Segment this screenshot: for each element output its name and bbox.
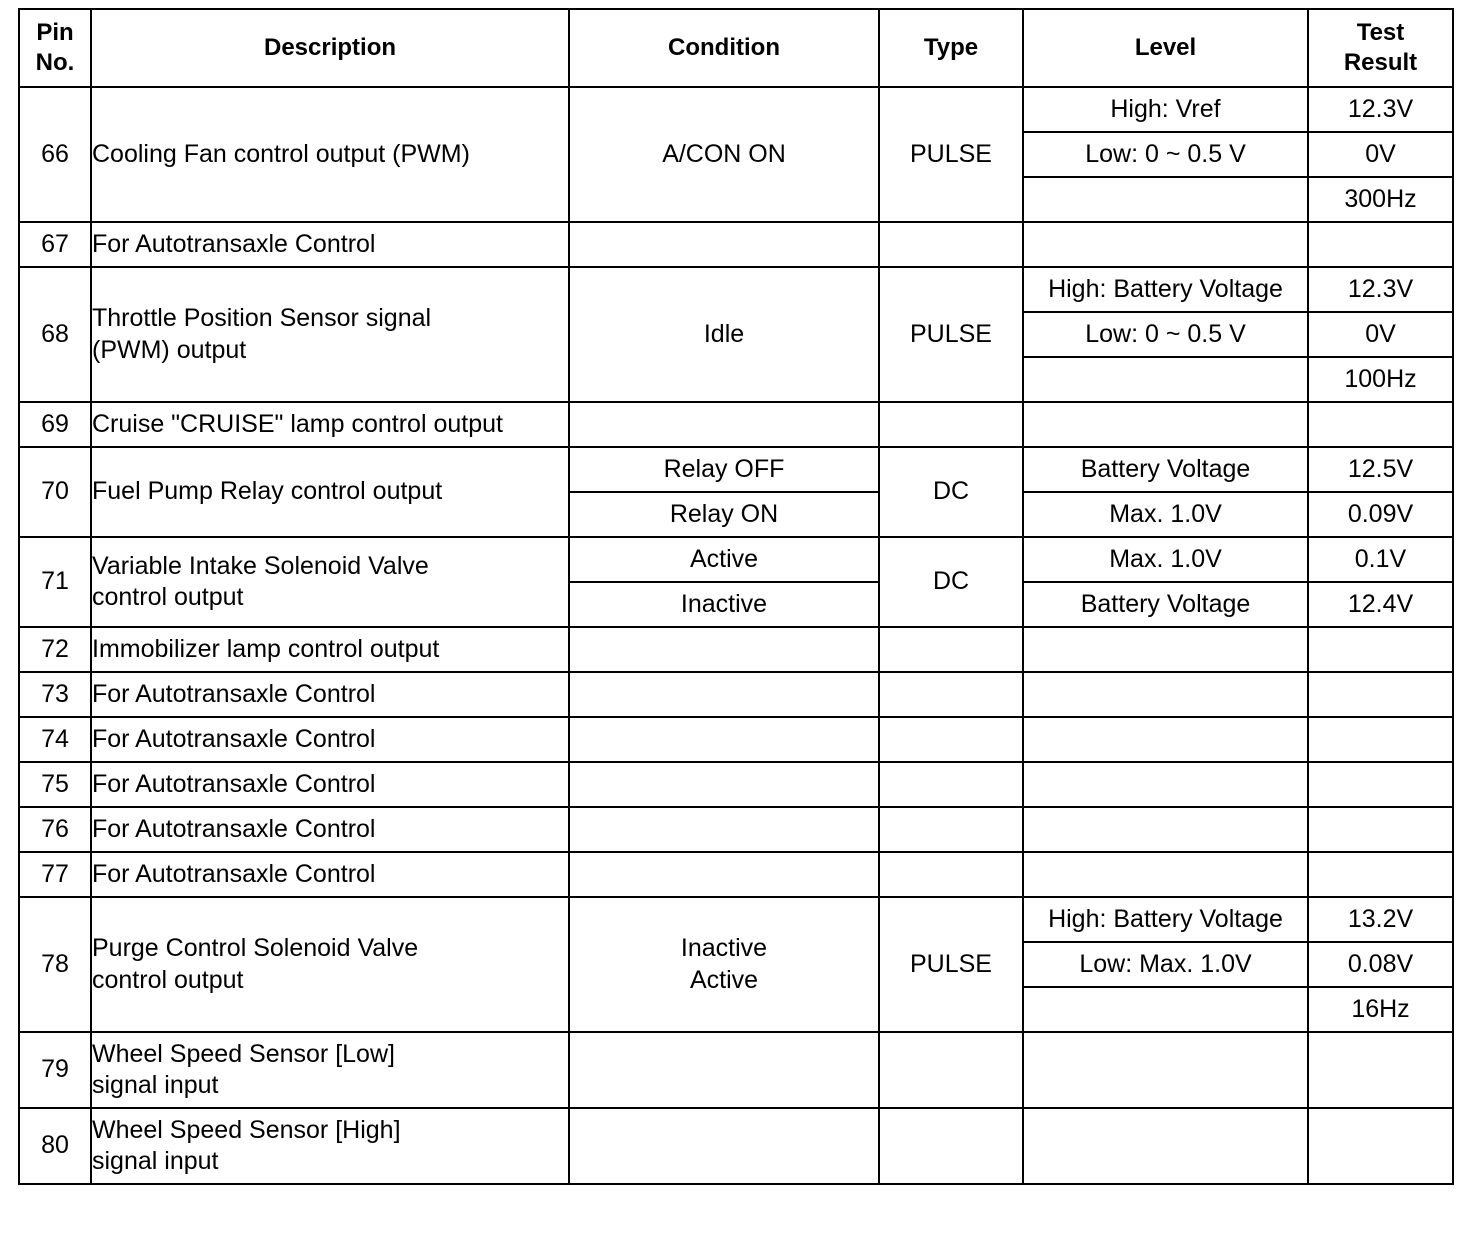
description-cell: For Autotransaxle Control bbox=[91, 807, 569, 852]
description-cell: Throttle Position Sensor signal (PWM) output bbox=[91, 267, 569, 402]
type-cell bbox=[879, 762, 1023, 807]
condition-cell bbox=[569, 807, 879, 852]
condition-cell bbox=[569, 852, 879, 897]
result-cell bbox=[1308, 1032, 1453, 1108]
condition-cell: A/CON ON bbox=[569, 87, 879, 222]
table-row bbox=[19, 87, 1453, 132]
table-row bbox=[19, 447, 1453, 492]
pin-number: 68 bbox=[19, 267, 91, 402]
table-row bbox=[19, 897, 1453, 942]
description-cell: Wheel Speed Sensor [Low] signal input bbox=[91, 1032, 569, 1108]
table-row bbox=[19, 672, 1453, 717]
level-cell bbox=[1023, 672, 1308, 717]
description-cell: For Autotransaxle Control bbox=[91, 222, 569, 267]
type-cell bbox=[879, 672, 1023, 717]
result-cell bbox=[1308, 807, 1453, 852]
table-row bbox=[19, 537, 1453, 582]
description-cell: Immobilizer lamp control output bbox=[91, 627, 569, 672]
pin-number: 70 bbox=[19, 447, 91, 537]
description-cell: Wheel Speed Sensor [High] signal input bbox=[91, 1108, 569, 1184]
level-cell bbox=[1023, 177, 1308, 222]
result-cell: 12.5V bbox=[1308, 447, 1453, 492]
condition-cell: Inactive Active bbox=[569, 897, 879, 1032]
result-cell: 0.08V bbox=[1308, 942, 1453, 987]
condition-cell bbox=[569, 1108, 879, 1184]
result-cell: 300Hz bbox=[1308, 177, 1453, 222]
result-cell bbox=[1308, 852, 1453, 897]
condition-cell: Active bbox=[569, 537, 879, 582]
type-cell: PULSE bbox=[879, 87, 1023, 222]
header-type: Type bbox=[879, 9, 1023, 87]
type-cell bbox=[879, 1032, 1023, 1108]
result-cell: 12.4V bbox=[1308, 582, 1453, 627]
type-cell bbox=[879, 402, 1023, 447]
header-condition: Condition bbox=[569, 9, 879, 87]
header-description: Description bbox=[91, 9, 569, 87]
table-row bbox=[19, 807, 1453, 852]
result-cell: 0V bbox=[1308, 312, 1453, 357]
table-row bbox=[19, 402, 1453, 447]
description-cell: For Autotransaxle Control bbox=[91, 717, 569, 762]
condition-cell: Inactive bbox=[569, 582, 879, 627]
pin-number: 75 bbox=[19, 762, 91, 807]
level-cell: Low: 0 ~ 0.5 V bbox=[1023, 312, 1308, 357]
pin-number: 67 bbox=[19, 222, 91, 267]
level-cell bbox=[1023, 987, 1308, 1032]
table-row bbox=[19, 717, 1453, 762]
pin-number: 80 bbox=[19, 1108, 91, 1184]
description-cell: For Autotransaxle Control bbox=[91, 852, 569, 897]
type-cell: DC bbox=[879, 537, 1023, 627]
level-cell: High: Battery Voltage bbox=[1023, 267, 1308, 312]
result-cell bbox=[1308, 672, 1453, 717]
result-cell: 100Hz bbox=[1308, 357, 1453, 402]
table-row bbox=[19, 222, 1453, 267]
type-cell bbox=[879, 807, 1023, 852]
result-cell bbox=[1308, 762, 1453, 807]
pin-number: 74 bbox=[19, 717, 91, 762]
level-cell: High: Vref bbox=[1023, 87, 1308, 132]
type-cell: PULSE bbox=[879, 267, 1023, 402]
level-cell bbox=[1023, 762, 1308, 807]
pin-number: 76 bbox=[19, 807, 91, 852]
level-cell: Max. 1.0V bbox=[1023, 537, 1308, 582]
table-row bbox=[19, 852, 1453, 897]
table-row bbox=[19, 627, 1453, 672]
condition-cell: Relay ON bbox=[569, 492, 879, 537]
condition-cell bbox=[569, 672, 879, 717]
pin-number: 69 bbox=[19, 402, 91, 447]
level-cell bbox=[1023, 357, 1308, 402]
condition-cell bbox=[569, 627, 879, 672]
level-cell bbox=[1023, 1108, 1308, 1184]
condition-cell bbox=[569, 402, 879, 447]
level-cell bbox=[1023, 852, 1308, 897]
header-row bbox=[19, 9, 1453, 87]
pin-number: 66 bbox=[19, 87, 91, 222]
result-cell: 0.1V bbox=[1308, 537, 1453, 582]
result-cell: 16Hz bbox=[1308, 987, 1453, 1032]
result-cell bbox=[1308, 1108, 1453, 1184]
header-pin-no: Pin No. bbox=[19, 9, 91, 87]
condition-cell: Idle bbox=[569, 267, 879, 402]
type-cell bbox=[879, 222, 1023, 267]
condition-cell bbox=[569, 762, 879, 807]
type-cell bbox=[879, 627, 1023, 672]
description-cell: Fuel Pump Relay control output bbox=[91, 447, 569, 537]
level-cell bbox=[1023, 1032, 1308, 1108]
level-cell bbox=[1023, 222, 1308, 267]
description-cell: Cooling Fan control output (PWM) bbox=[91, 87, 569, 222]
condition-cell bbox=[569, 1032, 879, 1108]
pin-number: 77 bbox=[19, 852, 91, 897]
level-cell bbox=[1023, 627, 1308, 672]
level-cell: Max. 1.0V bbox=[1023, 492, 1308, 537]
header-level: Level bbox=[1023, 9, 1308, 87]
level-cell bbox=[1023, 402, 1308, 447]
description-cell: For Autotransaxle Control bbox=[91, 762, 569, 807]
result-cell bbox=[1308, 717, 1453, 762]
result-cell: 13.2V bbox=[1308, 897, 1453, 942]
result-cell bbox=[1308, 402, 1453, 447]
level-cell: High: Battery Voltage bbox=[1023, 897, 1308, 942]
type-cell bbox=[879, 717, 1023, 762]
level-cell: Battery Voltage bbox=[1023, 447, 1308, 492]
result-cell: 12.3V bbox=[1308, 267, 1453, 312]
description-cell: Variable Intake Solenoid Valve control output bbox=[91, 537, 569, 627]
pin-number: 73 bbox=[19, 672, 91, 717]
pin-number: 78 bbox=[19, 897, 91, 1032]
type-cell bbox=[879, 852, 1023, 897]
level-cell: Battery Voltage bbox=[1023, 582, 1308, 627]
table-row bbox=[19, 1032, 1453, 1108]
pin-number: 79 bbox=[19, 1032, 91, 1108]
condition-cell bbox=[569, 222, 879, 267]
type-cell bbox=[879, 1108, 1023, 1184]
condition-cell bbox=[569, 717, 879, 762]
result-cell bbox=[1308, 222, 1453, 267]
header-test-result: Test Result bbox=[1308, 9, 1453, 87]
level-cell bbox=[1023, 717, 1308, 762]
pin-test-table bbox=[18, 8, 1454, 1185]
level-cell: Low: 0 ~ 0.5 V bbox=[1023, 132, 1308, 177]
table-row bbox=[19, 267, 1453, 312]
description-cell: For Autotransaxle Control bbox=[91, 672, 569, 717]
result-cell: 12.3V bbox=[1308, 87, 1453, 132]
level-cell bbox=[1023, 807, 1308, 852]
result-cell bbox=[1308, 627, 1453, 672]
table-row bbox=[19, 1108, 1453, 1184]
description-cell: Purge Control Solenoid Valve control output bbox=[91, 897, 569, 1032]
type-cell: DC bbox=[879, 447, 1023, 537]
condition-cell: Relay OFF bbox=[569, 447, 879, 492]
type-cell: PULSE bbox=[879, 897, 1023, 1032]
pin-number: 72 bbox=[19, 627, 91, 672]
level-cell: Low: Max. 1.0V bbox=[1023, 942, 1308, 987]
result-cell: 0.09V bbox=[1308, 492, 1453, 537]
description-cell: Cruise "CRUISE" lamp control output bbox=[91, 402, 569, 447]
result-cell: 0V bbox=[1308, 132, 1453, 177]
table-row bbox=[19, 762, 1453, 807]
pin-number: 71 bbox=[19, 537, 91, 627]
